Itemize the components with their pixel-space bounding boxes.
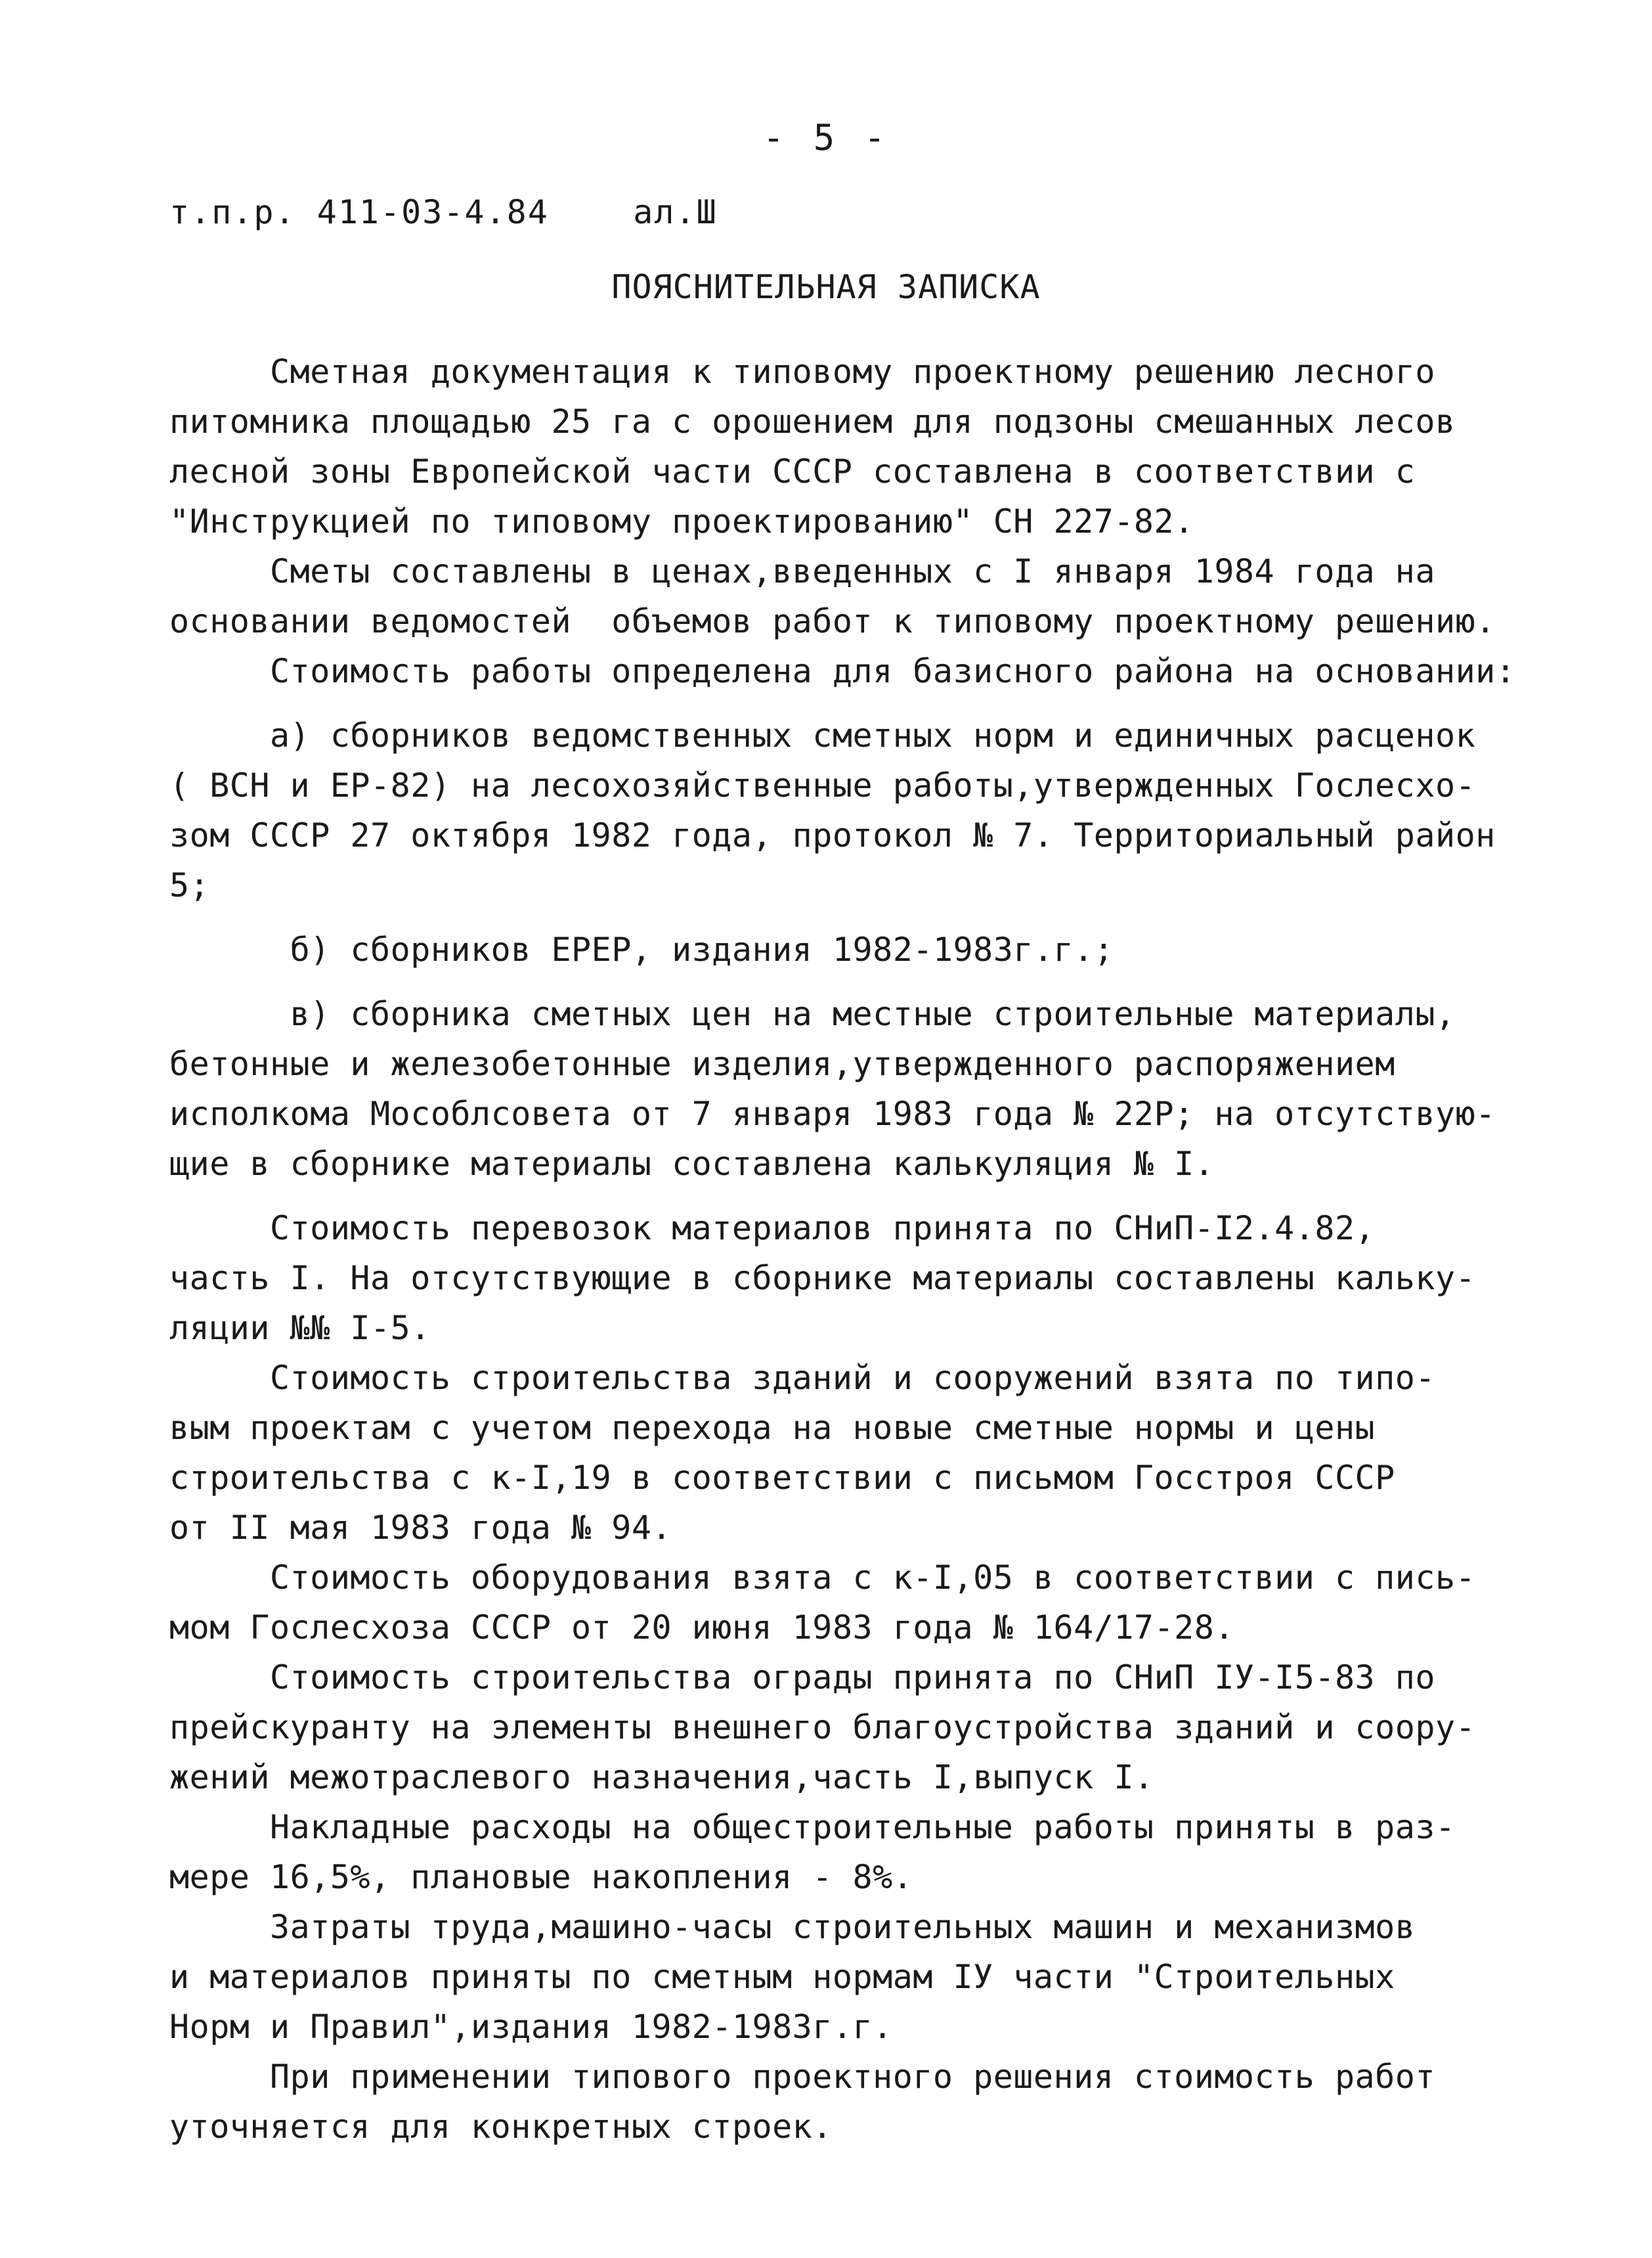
text-line: мере 16,5%, плановые накопления - 8%. [169,1858,913,1896]
text-line: 5; [169,866,210,904]
paragraph-application [169,2052,1548,2152]
paragraph-transport [169,1203,1548,1353]
body-text [169,347,1548,2152]
paragraph-labor [169,1902,1548,2052]
text-line: мом Гослесхоза СССР от 20 июня 1983 года № 164/17-28. [169,1608,1234,1647]
text-line: ( ВСН и ЕР-82) на лесохозяйственные работы,утвержденных Гослесхо- [169,766,1476,805]
paragraph-cost-basis [169,646,1548,696]
list-item-b [169,925,1548,975]
text-line: а) сборников ведомственных сметных норм и единичных расценок [169,717,1476,755]
page-number: - 5 - [762,117,890,158]
text-line: Стоимость строительства зданий и сооружений взята по типо- [169,1359,1435,1397]
text-line: прейскуранту на элементы внешнего благоустройства зданий и соору- [169,1708,1476,1746]
text-line: вым проектам с учетом перехода на новые сметные нормы и цены [169,1409,1376,1447]
paragraph-equipment [169,1553,1548,1652]
text-line: щие в сборнике материалы составлена калькуляция № I. [169,1145,1215,1183]
text-line: уточняется для конкретных строек. [169,2108,833,2146]
text-line: Норм и Правил",издания 1982-1983г.г. [169,2008,893,2046]
paragraph-fence [169,1652,1548,1802]
text-line: жений межотраслевого назначения,часть I,выпуск I. [169,1758,1154,1796]
text-line: строительства с к-I,19 в соответствии с письмом Госстроя СССР [169,1459,1395,1497]
paragraph-prices [169,546,1548,646]
text-line: зом СССР 27 октября 1982 года, протокол № 7. Территориальный район [169,816,1496,854]
text-line: лесной зоны Европейской части СССР составлена в соответствии с [169,453,1416,491]
text-line: Стоимость строительства ограды принята по СНиП IУ-I5-83 по [169,1658,1435,1696]
page-title: ПОЯСНИТЕЛЬНАЯ ЗАПИСКА [611,268,1041,306]
text-line: основании ведомостей объемов работ к типовому проектному решению. [169,602,1496,640]
text-line: в) сборника сметных цен на местные строительные материалы, [169,995,1456,1033]
text-line: часть I. На отсутствующие в сборнике материалы составлены кальку- [169,1259,1476,1297]
text-line: исполкома Мособлсовета от 7 января 1983 года № 22Р; на отсутствую- [169,1095,1496,1133]
text-line: питомника площадью 25 га с орошением для подзоны смешанных лесов [169,403,1456,441]
paragraph-intro [169,347,1548,546]
text-line: Сметная документация к типовому проектному решению лесного [169,353,1435,391]
text-line: б) сборников ЕРЕР, издания 1982-1983г.г.; [169,931,1114,969]
text-line: и материалов приняты по сметным нормам IУ части "Строительных [169,1958,1395,1996]
text-line: "Инструкцией по типовому проектированию" СН 227-82. [169,502,1194,541]
list-item-c [169,989,1548,1189]
text-line: от II мая 1983 года № 94. [169,1509,672,1547]
text-line: Накладные расходы на общестроительные работы приняты в раз- [169,1808,1456,1846]
text-line: бетонные и железобетонные изделия,утвержденного распоряжением [169,1045,1395,1083]
text-line: ляции №№ I-5. [169,1309,431,1347]
text-line: Стоимость оборудования взята с к-I,05 в соответствии с пись- [169,1559,1476,1597]
text-line: Сметы составлены в ценах,введенных с I января 1984 года на [169,552,1435,590]
text-line: Стоимость перевозок материалов принята по СНиП-I2.4.82, [169,1209,1376,1247]
document-code: т.п.р. 411-03-4.84 ал.Ш [169,193,718,231]
list-item-a [169,711,1548,910]
text-line: Затраты труда,машино-часы строительных машин и механизмов [169,1908,1416,1946]
paragraph-buildings [169,1353,1548,1553]
text-line: Стоимость работы определена для базисного района на основании: [169,652,1516,690]
text-line: При применении типового проектного решения стоимость работ [169,2058,1435,2096]
paragraph-overheads [169,1802,1548,1902]
